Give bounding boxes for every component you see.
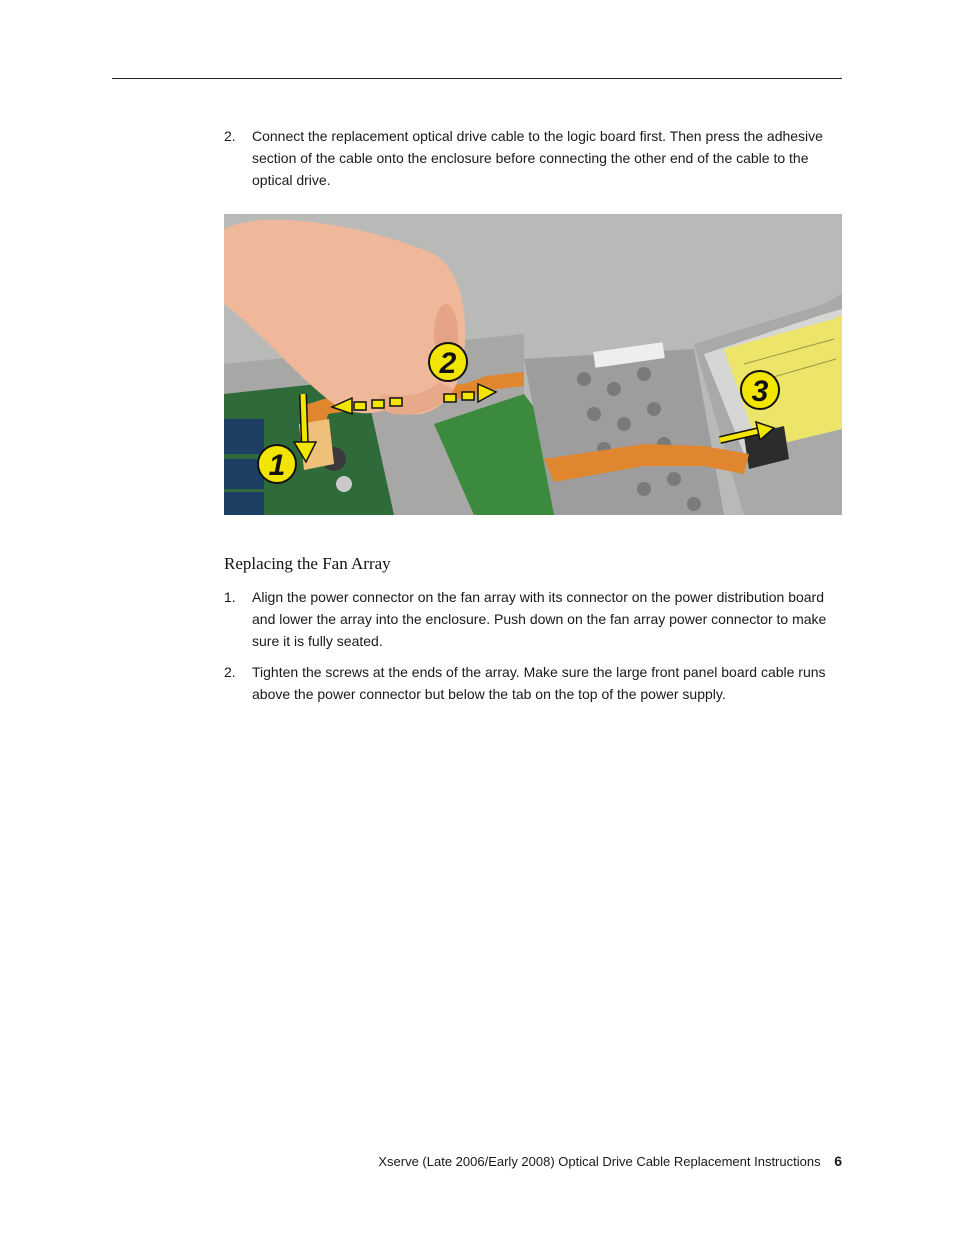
step-text: Align the power connector on the fan array with its connector on the power distribution board and lower the array into the enclosure. Push down on the fan array power connector to make sure it is fully seated. bbox=[252, 589, 827, 649]
cable-installation-photo bbox=[224, 214, 842, 515]
instruction-step bbox=[224, 125, 842, 191]
callout-1: 1 bbox=[268, 449, 286, 482]
step-number: 2. bbox=[224, 664, 236, 680]
step-number: 1. bbox=[224, 589, 236, 605]
step-number: 2. bbox=[224, 128, 236, 144]
page-footer bbox=[378, 1153, 842, 1169]
page-number: 6 bbox=[834, 1153, 842, 1169]
section-heading: Replacing the Fan Array bbox=[224, 554, 391, 573]
header-rule bbox=[112, 78, 842, 79]
instruction-step bbox=[224, 661, 842, 705]
document-title: Xserve (Late 2006/Early 2008) Optical Drive Cable Replacement Instructions bbox=[378, 1154, 821, 1169]
callout-3: 3 bbox=[751, 375, 769, 408]
instruction-step bbox=[224, 586, 842, 652]
step-text: Tighten the screws at the ends of the array. Make sure the large front panel board cable runs above the power connector but below the tab on the top of the power supply. bbox=[252, 664, 826, 702]
callout-2: 2 bbox=[439, 347, 457, 380]
step-text: Connect the replacement optical drive cable to the logic board first. Then press the adhesive section of the cable onto the enclosure before connecting the other end of the cable to the optical drive. bbox=[252, 128, 823, 188]
